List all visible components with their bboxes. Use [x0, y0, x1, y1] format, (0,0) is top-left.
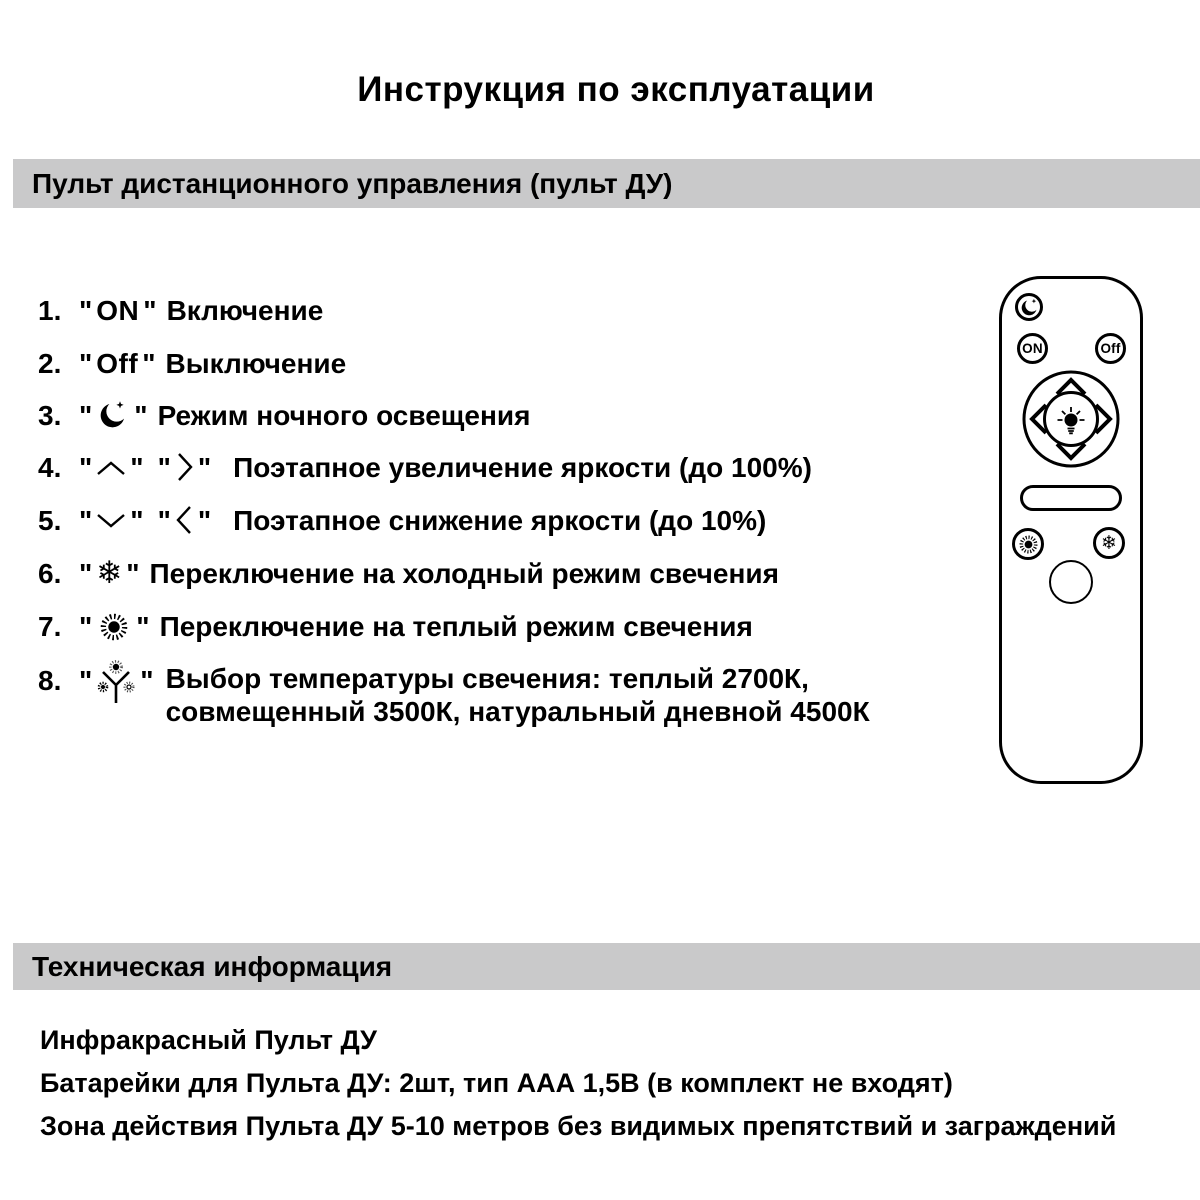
quote-mark: ": [197, 505, 212, 536]
warm-sun-icon: [97, 610, 131, 644]
item-number: 7.: [38, 611, 62, 642]
quote-mark: ": [140, 665, 154, 696]
quote-mark: ": [79, 505, 93, 536]
instruction-item-4: [38, 450, 812, 486]
item-label: Включение: [166, 295, 324, 326]
instruction-item-2: [38, 346, 346, 382]
round-button: [1049, 560, 1093, 604]
button-key-label: ON: [96, 295, 140, 326]
quote-mark: ": [79, 665, 93, 696]
quote-mark: ": [79, 348, 93, 379]
quote-mark: ": [126, 558, 140, 589]
item-number: 3.: [38, 400, 62, 431]
item-number: 4.: [38, 452, 62, 483]
section-header-remote: [13, 159, 1200, 208]
instruction-item-5: [38, 503, 766, 539]
quote-mark: ": [143, 295, 157, 326]
quote-mark: ": [142, 348, 156, 379]
chevron-right-icon: [175, 452, 194, 482]
instruction-item-7: [38, 609, 753, 645]
item-label: Режим ночного освещения: [157, 400, 531, 431]
item-number: 5.: [38, 505, 62, 536]
item-label: Поэтапное снижение яркости (до 10%): [233, 505, 767, 536]
item-number: 8.: [38, 665, 62, 696]
moon-icon: [1020, 298, 1039, 317]
tech-info: [40, 1019, 1116, 1148]
brightness-dpad: [1021, 369, 1121, 469]
section-header-tech: [13, 943, 1200, 990]
warm-sun-icon: [1017, 533, 1040, 556]
quote-mark: ": [157, 452, 171, 483]
warm-mode-button: [1012, 528, 1044, 560]
tech-info-line-3: Зона действия Пульта ДУ 5-10 метров без видимых препятствий и заграждений: [40, 1111, 1117, 1141]
quote-mark: ": [79, 295, 93, 326]
item-label: [166, 662, 870, 728]
cold-mode-button: [1093, 527, 1125, 559]
chevron-left-icon: [175, 505, 194, 535]
quote-mark: ": [134, 400, 148, 431]
off-button: [1095, 333, 1126, 364]
wide-button: [1020, 485, 1122, 511]
quote-mark: ": [79, 452, 93, 483]
tech-info-line-2: Батарейки для Пульта ДУ: 2шт, тип ААА 1,5В (в комплект не входят): [40, 1068, 953, 1098]
remote-control-diagram: [999, 276, 1143, 784]
snowflake-icon: ❄: [1101, 531, 1117, 554]
chevron-down-icon: [96, 513, 126, 529]
item-number: 2.: [38, 348, 62, 379]
temperature-select-icon: [96, 660, 136, 706]
item-label-line-1: Выбор температуры свечения: теплый 2700К,: [165, 663, 809, 694]
instruction-item-6: [38, 556, 779, 592]
snowflake-icon: ❄: [96, 554, 123, 591]
item-label: Поэтапное увеличение яркости (до 100%): [233, 452, 812, 483]
quote-mark: ": [136, 611, 150, 642]
instruction-item-3: [38, 398, 530, 434]
on-button-label: ON: [1022, 341, 1043, 356]
section-header-remote-label: Пульт дистанционного управления (пульт ДУ): [32, 167, 673, 199]
on-button: [1017, 333, 1048, 364]
quote-mark: ": [79, 558, 93, 589]
item-label: Переключение на холодный режим свечения: [149, 558, 779, 589]
quote-mark: ": [157, 505, 171, 536]
quote-mark: ": [197, 452, 212, 483]
page-title: Инструкция по эксплуатации: [357, 70, 875, 109]
tech-info-line-1: Инфракрасный Пульт ДУ: [40, 1025, 377, 1055]
section-header-tech-label: Техническая информация: [32, 950, 393, 982]
item-number: 1.: [38, 295, 62, 326]
off-button-label: Off: [1100, 341, 1121, 356]
quote-mark: ": [79, 400, 93, 431]
button-key-label: Off: [96, 348, 139, 379]
quote-mark: ": [79, 611, 93, 642]
instruction-item-1: [38, 293, 323, 329]
item-label: Выключение: [165, 348, 347, 379]
night-mode-button: [1015, 293, 1043, 321]
quote-mark: ": [130, 452, 144, 483]
light-bulb-icon: [1058, 407, 1085, 433]
moon-icon: [98, 400, 128, 430]
item-number: 6.: [38, 558, 62, 589]
item-label-line-2: совмещенный 3500К, натуральный дневной 4500К: [165, 696, 870, 727]
quote-mark: ": [130, 505, 144, 536]
instruction-item-8: [38, 662, 870, 732]
chevron-up-icon: [96, 460, 126, 476]
item-label: Переключение на теплый режим свечения: [159, 611, 753, 642]
